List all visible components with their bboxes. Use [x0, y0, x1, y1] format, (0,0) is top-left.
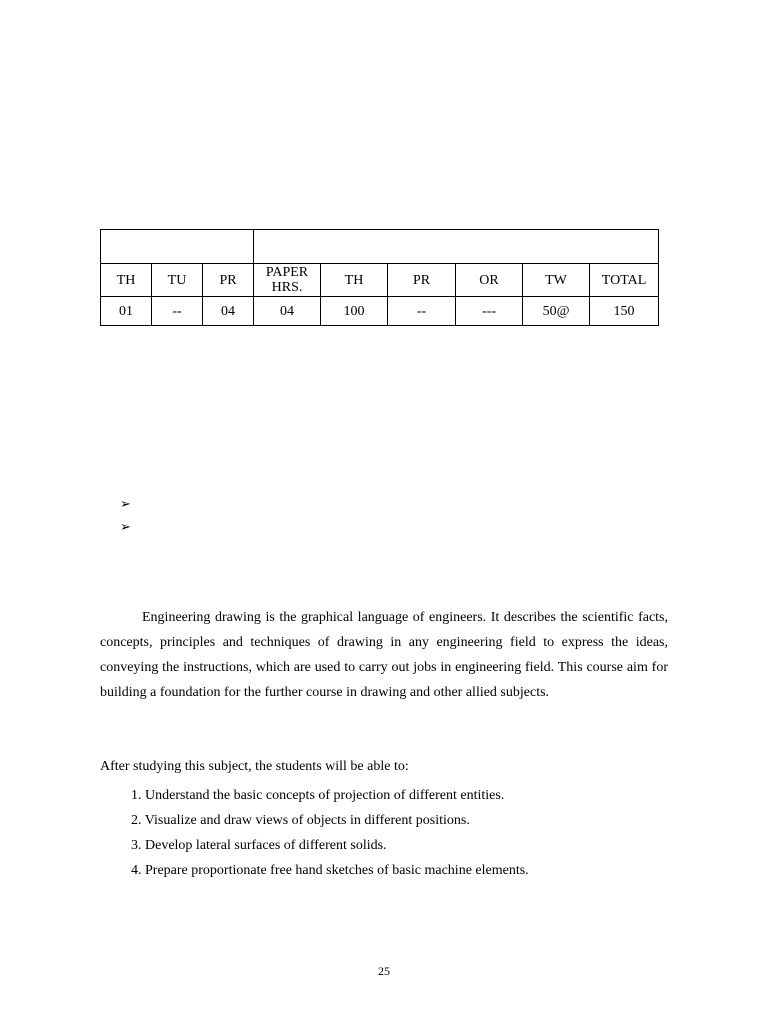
list-item: 4. Prepare proportionate free hand sketches of basic machine elements. — [131, 863, 529, 878]
value-cell-pr: 04 — [203, 297, 254, 326]
rationale-paragraph: Engineering drawing is the graphical language of engineers. It describes the scientific facts, concepts, principles and techniques of drawing in any engineering field to express the ideas, conveying the instructions, which are used to carry out jobs in engineering field. This course aim for building a foundation for the further course in drawing and other allied subjects. — [100, 610, 668, 700]
value-cell-total: 150 — [590, 297, 659, 326]
header-cell-tu: TU — [152, 264, 203, 297]
value-cell-exam-th: 100 — [321, 297, 388, 326]
value-cell-or: --- — [456, 297, 523, 326]
examination-scheme-group-cell — [254, 230, 659, 264]
value-cell-exam-pr: -- — [388, 297, 456, 326]
arrow-bullet-icon: ➢ — [120, 496, 131, 511]
teaching-examination-scheme-table — [100, 229, 659, 326]
header-cell-tw: TW — [523, 264, 590, 297]
list-item: 1. Understand the basic concepts of projection of different entities. — [131, 788, 505, 803]
teaching-scheme-group-cell — [101, 230, 254, 264]
header-cell-th: TH — [101, 264, 152, 297]
header-cell-exam-th: TH — [321, 264, 388, 297]
objectives-list — [131, 783, 529, 883]
value-cell-tu: -- — [152, 297, 203, 326]
value-cell-paper-hrs: 04 — [254, 297, 321, 326]
table-group-header-row — [101, 230, 659, 264]
header-cell-total: TOTAL — [590, 264, 659, 297]
header-cell-exam-pr: PR — [388, 264, 456, 297]
list-item: 3. Develop lateral surfaces of different solids. — [131, 838, 387, 853]
header-cell-paper-hrs: PAPER HRS. — [254, 264, 321, 297]
header-cell-or: OR — [456, 264, 523, 297]
value-cell-th: 01 — [101, 297, 152, 326]
table-value-row — [101, 297, 659, 326]
table-header-row — [101, 264, 659, 297]
arrow-bullet-icon: ➢ — [120, 519, 131, 534]
list-item: 2. Visualize and draw views of objects in different positions. — [131, 813, 470, 828]
objectives-intro: After studying this subject, the students will be able to: — [100, 759, 409, 774]
header-cell-pr: PR — [203, 264, 254, 297]
value-cell-tw: 50@ — [523, 297, 590, 326]
page-number: 25 — [378, 964, 390, 978]
